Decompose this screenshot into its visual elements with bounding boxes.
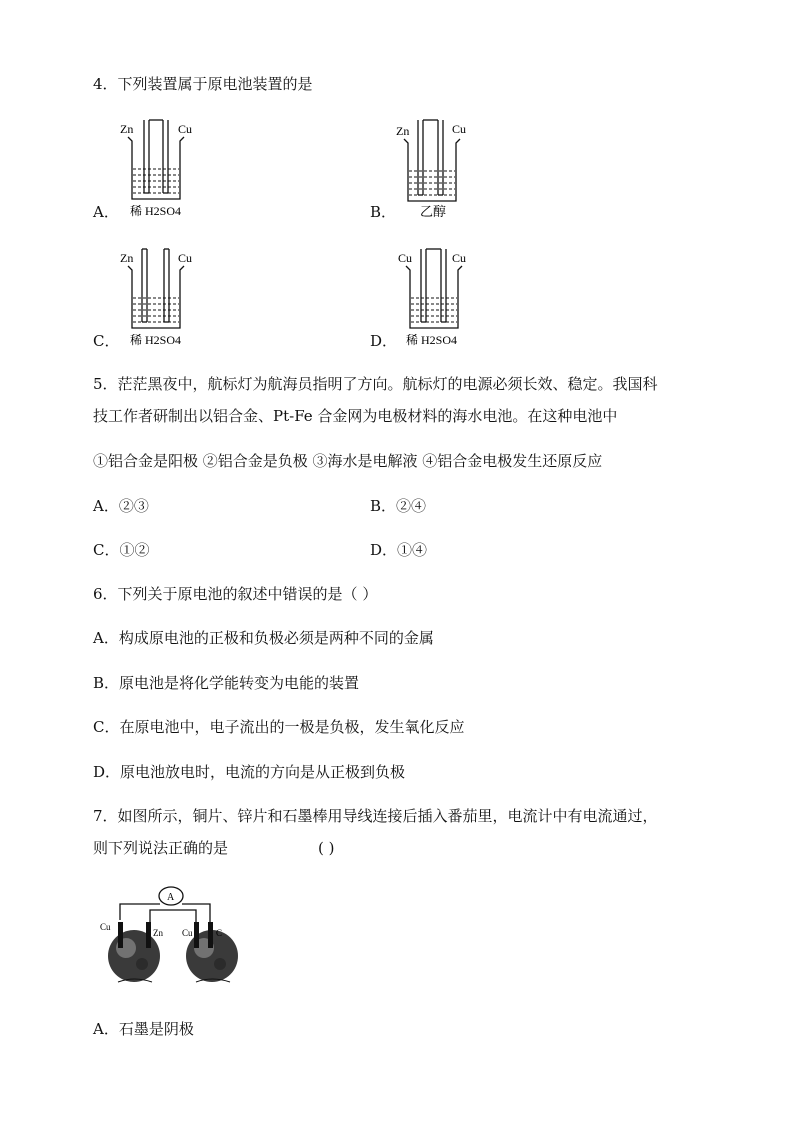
electrode-left-label: Zn xyxy=(120,122,134,136)
copper-plate-right xyxy=(194,922,199,948)
q4-option-a-apparatus xyxy=(118,115,198,219)
q4-option-c-letter[interactable]: C． xyxy=(93,332,120,350)
zinc-plate xyxy=(146,922,151,948)
solution-label: 稀 H2SO4 xyxy=(406,333,458,347)
q4-option-a-letter[interactable]: A． xyxy=(93,203,119,221)
electrode-left-label: Zn xyxy=(396,124,410,138)
q4-option-d-letter[interactable]: D． xyxy=(370,332,398,350)
electrode-right-label: Cu xyxy=(452,122,467,136)
copper-plate-left xyxy=(118,922,123,948)
q6-option-c[interactable]: C．在原电池中，电子流出的一极是负极，发生氧化反应 xyxy=(93,718,465,736)
label-c: C xyxy=(216,928,223,938)
q7-stem-line1: 7．如图所示，铜片、锌片和石墨棒用导线连接后插入番茄里，电流计中有电流通过， xyxy=(93,807,658,825)
q6-option-d[interactable]: D．原电池放电时，电流的方向是从正极到负极 xyxy=(93,763,406,781)
q7-tomato-circuit-figure xyxy=(98,882,250,986)
label-cu-left: Cu xyxy=(100,922,111,932)
q4-option-c-apparatus xyxy=(118,244,198,348)
q5-option-a[interactable]: A．②③ xyxy=(93,497,149,515)
q4-option-b-apparatus xyxy=(394,115,474,219)
q5-option-c[interactable]: C．①② xyxy=(93,541,150,559)
q4-option-b-letter[interactable]: B． xyxy=(370,203,397,221)
q7-stem-line2: 则下列说法正确的是 xyxy=(93,839,229,857)
q6-option-a[interactable]: A．构成原电池的正极和负极必须是两种不同的金属 xyxy=(93,629,434,647)
q7-option-a[interactable]: A．石墨是阴极 xyxy=(93,1020,194,1038)
label-cu-right: Cu xyxy=(182,928,193,938)
ammeter-label: A xyxy=(167,892,175,903)
solution-label: 稀 H2SO4 xyxy=(130,204,182,218)
solution-label: 乙醇 xyxy=(420,204,447,219)
q7-answer-bracket: ( ) xyxy=(318,839,335,857)
q4-stem: 4．下列装置属于原电池装置的是 xyxy=(93,75,313,93)
electrode-right-label: Cu xyxy=(178,122,193,136)
electrode-left-label: Zn xyxy=(120,251,134,265)
q5-statements: ①铝合金是阳极 ②铝合金是负极 ③海水是电解液 ④铝合金电极发生还原反应 xyxy=(93,452,603,470)
q4-option-d-apparatus xyxy=(394,244,474,348)
q5-option-b[interactable]: B．②④ xyxy=(370,497,427,515)
q6-stem: 6．下列关于原电池的叙述中错误的是（ ） xyxy=(93,585,378,603)
graphite-rod xyxy=(208,922,213,948)
electrode-right-label: Cu xyxy=(178,251,193,265)
electrode-right-label: Cu xyxy=(452,251,467,265)
q5-stem-line1: 5．茫茫黑夜中，航标灯为航海员指明了方向。航标灯的电源必须长效、稳定。我国科 xyxy=(93,375,658,393)
q6-option-b[interactable]: B．原电池是将化学能转变为电能的装置 xyxy=(93,674,360,692)
q5-stem-line2: 技工作者研制出以铝合金、Pt-Fe 合金网为电极材料的海水电池。在这种电池中 xyxy=(93,407,618,425)
solution-label: 稀 H2SO4 xyxy=(130,333,182,347)
electrode-left-label: Cu xyxy=(398,251,413,265)
label-zn: Zn xyxy=(153,928,163,938)
q5-option-d[interactable]: D．①④ xyxy=(370,541,428,559)
